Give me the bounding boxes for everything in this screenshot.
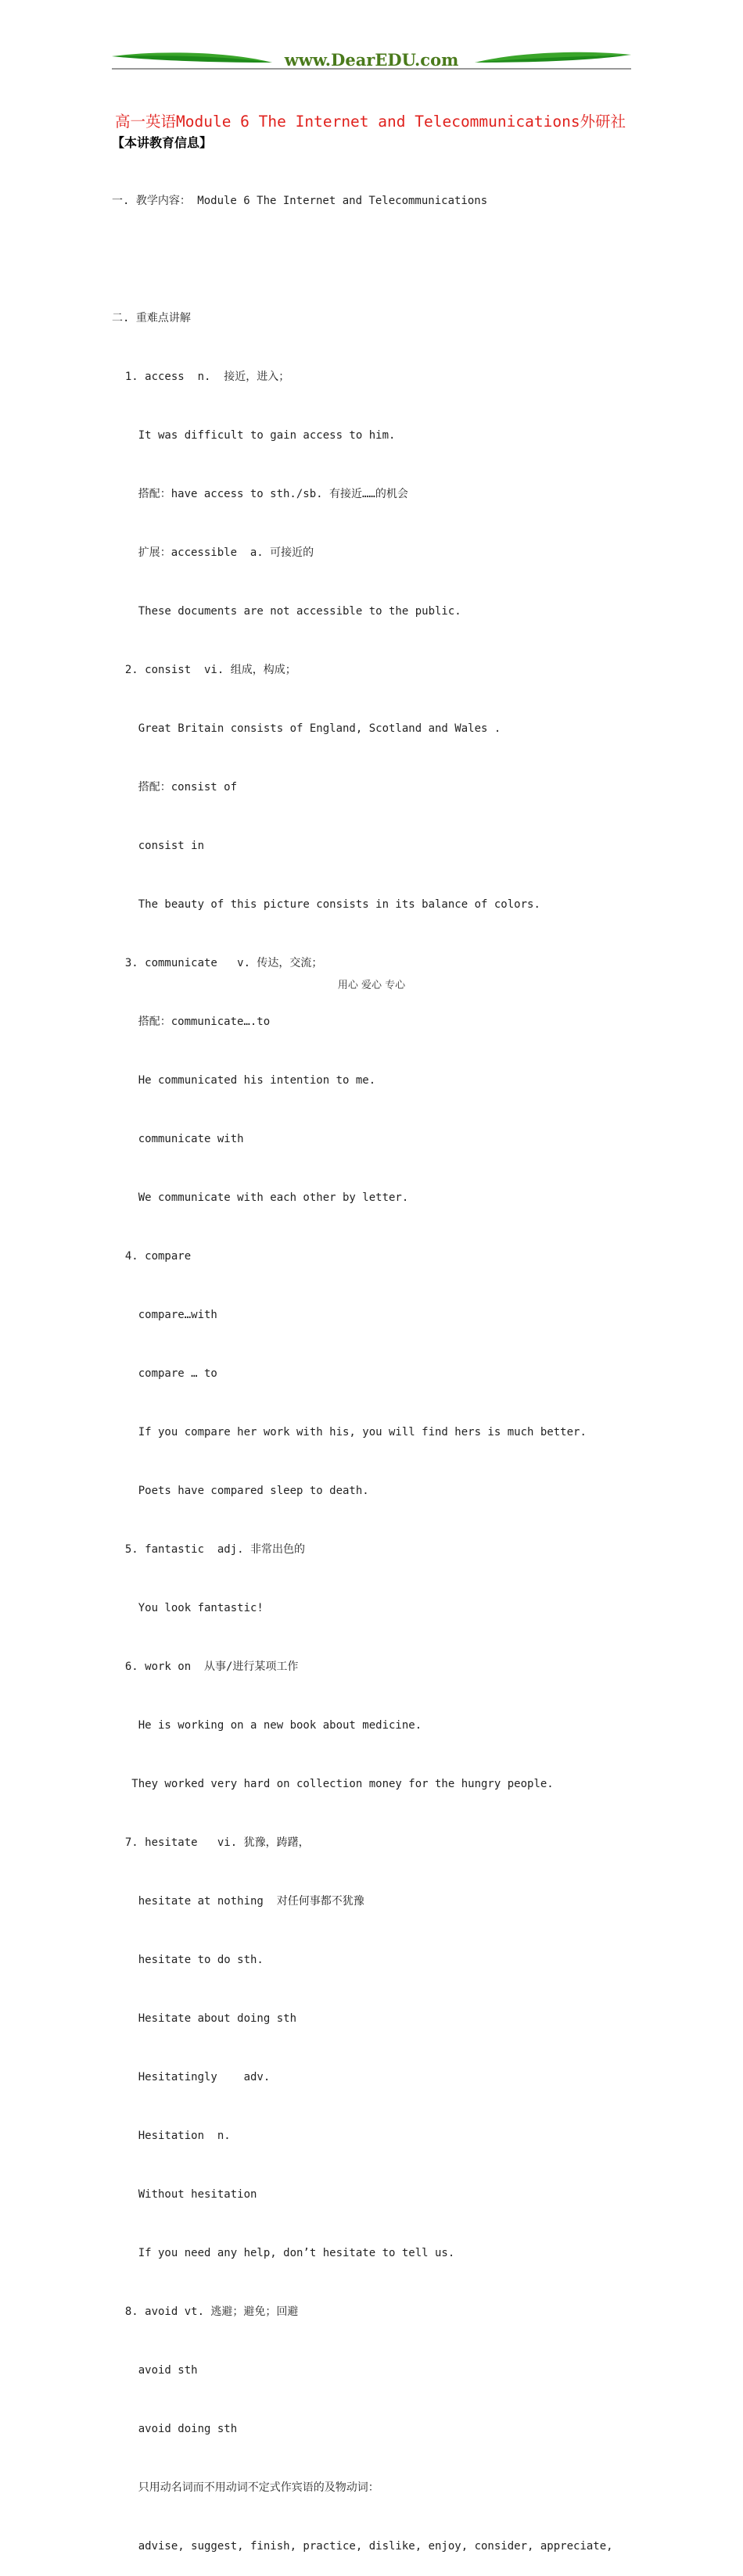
body-line: 搭配：consist of <box>112 781 238 794</box>
body-line: The beauty of this picture consists in its balance of colors. <box>112 898 540 911</box>
body-line: avoid sth <box>112 2364 198 2377</box>
body-line: They worked very hard on collection money for the hungry people. <box>112 1778 554 1790</box>
body-line: 搭配：communicate….to <box>112 1016 271 1028</box>
body-line: Great Britain consists of England, Scotland and Wales . <box>112 722 501 735</box>
body-line: Without hesitation <box>112 2188 257 2201</box>
body-line: 二. 重难点讲解 <box>112 312 191 324</box>
body-line: avoid doing sth <box>112 2423 238 2435</box>
body-line: If you need any help, don’t hesitate to tell us. <box>112 2247 455 2259</box>
section-heading: 【本讲教育信息】 <box>112 135 213 150</box>
body-line: 2. consist vi. 组成，构成； <box>112 664 296 676</box>
body-line: These documents are not accessible to the public. <box>112 605 461 618</box>
body-line: compare … to <box>112 1367 217 1380</box>
body-line: 5. fantastic adj. 非常出色的 <box>112 1543 306 1556</box>
body-line: compare…with <box>112 1309 217 1321</box>
body-line: hesitate at nothing 对任何事都不犹豫 <box>112 1895 364 1908</box>
body-line: He is working on a new book about medicine. <box>112 1719 422 1732</box>
body-line: Hesitation n. <box>112 2130 231 2142</box>
body-line <box>112 250 644 270</box>
body-line: advise, suggest, finish, practice, dislike, enjoy, consider, appreciate, <box>112 2540 613 2553</box>
site-header-banner <box>112 48 631 72</box>
body-line: He communicated his intention to me. <box>112 1074 376 1087</box>
body-line: 扩展：accessible a. 可接近的 <box>112 546 314 559</box>
body-line: consist in <box>112 840 205 852</box>
body-line: 搭配：have access to sth./sb. 有接近……的机会 <box>112 488 408 500</box>
body-line: communicate with <box>112 1133 244 1145</box>
site-logo-text[interactable]: www.DearEDU.com <box>284 50 459 70</box>
body-line: Hesitatingly adv. <box>112 2071 271 2083</box>
document-body <box>112 152 644 2576</box>
body-line: hesitate to do sth. <box>112 1954 264 1966</box>
body-line: 一. 教学内容： Module 6 The Internet and Telecommunications <box>112 195 488 207</box>
body-line: You look fantastic! <box>112 1602 264 1614</box>
body-line: We communicate with each other by letter. <box>112 1191 409 1204</box>
body-line: Poets have compared sleep to death. <box>112 1485 369 1497</box>
body-line: 8. avoid vt. 逃避；避免；回避 <box>112 2306 299 2318</box>
body-line: 4. compare <box>112 1250 192 1263</box>
body-line: It was difficult to gain access to him. <box>112 429 396 442</box>
body-line: If you compare her work with his, you will find hers is much better. <box>112 1426 587 1438</box>
body-line: 6. work on 从事/进行某项工作 <box>112 1661 299 1673</box>
body-line: 7. hesitate vi. 犹豫，踌躇， <box>112 1836 310 1849</box>
page-footer: 用心 爱心 专心 <box>337 980 406 991</box>
body-line: 只用动名词而不用动词不定式作宾语的及物动词： <box>112 2481 379 2494</box>
body-line: Hesitate about doing sth <box>112 2012 297 2025</box>
document-title: 高一英语Module 6 The Internet and Telecommunications外研社 <box>115 113 626 131</box>
body-line: 1. access n. 接近，进入； <box>112 371 290 383</box>
body-line: 3. communicate v. 传达，交流； <box>112 957 323 969</box>
